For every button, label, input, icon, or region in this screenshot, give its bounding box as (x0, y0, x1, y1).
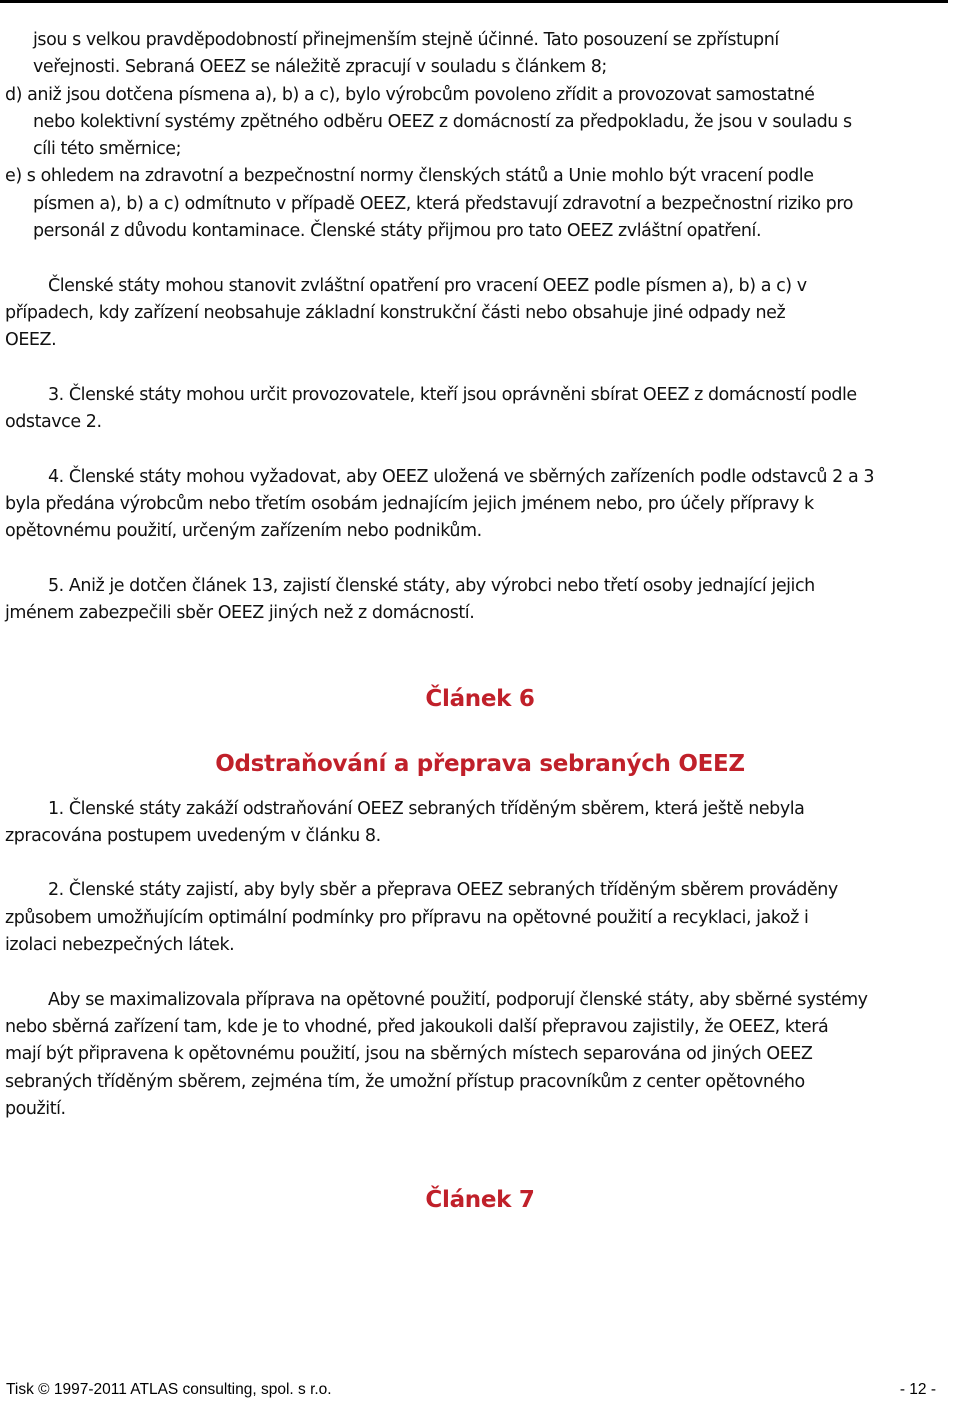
item-d-continuation (5, 27, 955, 82)
text-line: byla předána výrobcům nebo třetím osobám jednajícím jejich jménem nebo, pro účely přípravy k (5, 494, 814, 515)
page-number: - 12 - (899, 1381, 936, 1398)
text-line: Aby se maximalizovala příprava na opětovné použití, podporují členské státy, aby sběrné systémy (48, 989, 868, 1010)
paragraph-3 (5, 382, 955, 437)
text-line: 5. Aniž je dotčen článek 13, zajistí členské státy, aby výrobci nebo třetí osoby jednající jejich (48, 575, 815, 596)
text-line: použití. (5, 1098, 66, 1119)
text-line: 4. Členské státy mohou vyžadovat, aby OEEZ uložená ve sběrných zařízeních podle odstavců 2 a 3 (48, 466, 875, 487)
article-6-paragraph-2 (5, 877, 955, 959)
top-rule (0, 0, 948, 3)
text-line: e) s ohledem na zdravotní a bezpečnostní normy členských států a Unie mohlo být vracení podle (5, 166, 814, 187)
text-line: jménem zabezpečili sběr OEEZ jiných než z domácností. (5, 603, 475, 624)
paragraph-special-measures (5, 273, 955, 355)
text-line: veřejnosti. Sebraná OEEZ se náležitě zpracují v souladu s článkem 8; (33, 57, 607, 78)
paragraph-5 (5, 573, 955, 628)
text-line: jsou s velkou pravděpodobností přinejmenším stejně účinné. Tato posouzení se zpřístupní (33, 30, 779, 50)
text-line: personál z důvodu kontaminace. Členské státy přijmou pro tato OEEZ zvláštní opatření. (33, 221, 762, 242)
text-line: 1. Členské státy zakáží odstraňování OEEZ sebraných tříděným sběrem, která ještě nebyla (48, 798, 805, 819)
article-6-title: Odstraňování a přeprava sebraných OEEZ (215, 750, 745, 777)
text-line: odstavce 2. (5, 412, 102, 433)
page-footer (6, 1381, 936, 1403)
text-line: 2. Členské státy zajistí, aby byly sběr a přeprava OEEZ sebraných tříděným sběrem prováděny (48, 880, 838, 901)
text-line: zpracována postupem uvedeným v článku 8. (5, 825, 381, 846)
article-6-paragraph-3 (5, 987, 955, 1123)
paragraph-4 (5, 464, 955, 546)
article-6-number: Článek 6 (425, 685, 535, 712)
text-line: písmen a), b) a c) odmítnuto v případě OEEZ, která představují zdravotní a bezpečnostní riziko pro (33, 193, 853, 214)
text-line: Členské státy mohou stanovit zvláštní opatření pro vracení OEEZ podle písmen a), b) a c) v (48, 275, 807, 296)
footer-copyright: Tisk © 1997-2011 ATLAS consulting, spol. s r.o. (6, 1381, 332, 1398)
text-line: případech, kdy zařízení neobsahuje základní konstrukční části nebo obsahuje jiné odpady než (5, 302, 786, 323)
text-line: izolaci nebezpečných látek. (5, 935, 235, 956)
text-line: sebraných tříděným sběrem, zejména tím, že umožní přístup pracovníkům z center opětovného (5, 1071, 805, 1092)
text-line: OEEZ. (5, 330, 57, 351)
item-e (5, 163, 955, 245)
text-line: mají být připravena k opětovnému použití, jsou na sběrných místech separována od jiných OEEZ (5, 1044, 813, 1065)
article-6-paragraph-1 (5, 796, 955, 851)
text-line: nebo sběrná zařízení tam, kde je to vhodné, před jakoukoli další přepravou zajistily, že OEEZ, která (5, 1016, 829, 1037)
text-line: nebo kolektivní systémy zpětného odběru OEEZ z domácností za předpokladu, že jsou v souladu s (33, 111, 852, 132)
text-line: 3. Členské státy mohou určit provozovatele, kteří jsou oprávněni sbírat OEEZ z domácností podle (48, 384, 857, 405)
article-7-number: Článek 7 (425, 1187, 535, 1214)
text-line: způsobem umožňujícím optimální podmínky pro přípravu na opětovné použití a recyklaci, jakož i (5, 907, 809, 928)
document-page (5, 27, 955, 1215)
text-line: opětovnému použití, určeným zařízením nebo podnikům. (5, 521, 482, 542)
text-line: d) aniž jsou dotčena písmena a), b) a c), bylo výrobcům povoleno zřídit a provozovat samostatné (5, 84, 815, 105)
item-d (5, 82, 955, 164)
text-line: cíli této směrnice; (33, 139, 182, 160)
